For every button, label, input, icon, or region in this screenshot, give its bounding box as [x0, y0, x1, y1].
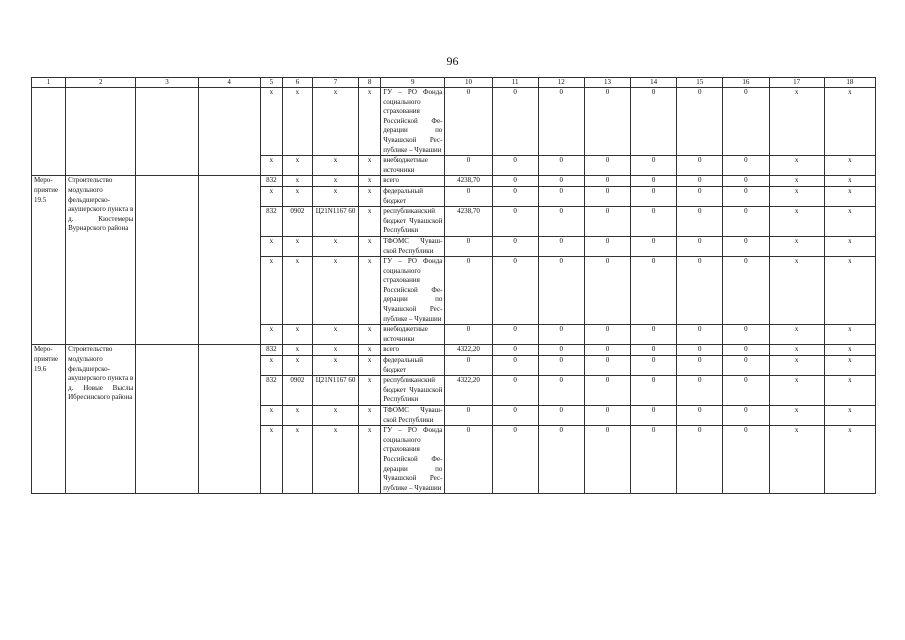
- value-cell: 0: [723, 176, 769, 187]
- value-cell: 0: [723, 186, 769, 206]
- value-cell: 0: [723, 325, 769, 345]
- value-cell: 0: [445, 325, 492, 345]
- value-cell: x: [824, 176, 875, 187]
- code-cell: 832: [260, 176, 282, 187]
- measure-name: Строительство модульного фельдшерско-акушерского пункта в д. Новые Выслы Ибресинского района: [66, 345, 136, 494]
- funding-source-cell: ТФОМС Чувашской Республики: [381, 406, 445, 426]
- column-header: 1: [32, 78, 66, 88]
- value-cell: 0: [631, 176, 677, 187]
- responsible-cell: [136, 176, 198, 345]
- value-cell: 0: [584, 356, 630, 376]
- column-header: 14: [631, 78, 677, 88]
- value-cell: x: [824, 88, 875, 156]
- value-cell: 0: [445, 406, 492, 426]
- code-cell: x: [359, 88, 381, 156]
- value-cell: 0: [538, 236, 584, 256]
- column-header: 7: [312, 78, 358, 88]
- value-cell: x: [824, 325, 875, 345]
- value-cell: 0: [492, 207, 538, 237]
- value-cell: 0: [631, 376, 677, 406]
- value-cell: 0: [492, 88, 538, 156]
- code-cell: x: [282, 88, 312, 156]
- value-cell: 0: [631, 426, 677, 494]
- column-header: 10: [445, 78, 492, 88]
- code-cell: x: [359, 236, 381, 256]
- value-cell: 0: [723, 257, 769, 325]
- value-cell: 0: [631, 406, 677, 426]
- column-header: 18: [824, 78, 875, 88]
- value-cell: 0: [538, 186, 584, 206]
- funding-source-cell: республиканский бюджет Чувашской Республики: [381, 207, 445, 237]
- value-cell: x: [824, 257, 875, 325]
- column-header-row: [32, 78, 876, 88]
- code-cell: x: [282, 236, 312, 256]
- participants-cell: [198, 176, 260, 345]
- value-cell: 0: [677, 207, 723, 237]
- code-cell: x: [282, 426, 312, 494]
- value-cell: 0: [677, 186, 723, 206]
- value-cell: 0: [538, 345, 584, 356]
- funding-source-cell: ГУ – РО Фонда социального страхования Российской Федерации по Чувашской Республике – Чувашии: [381, 426, 445, 494]
- code-cell: x: [359, 186, 381, 206]
- value-cell: 0: [631, 186, 677, 206]
- column-header: 3: [136, 78, 198, 88]
- code-cell: x: [312, 406, 358, 426]
- value-cell: 0: [584, 186, 630, 206]
- continuation-blank: [136, 88, 198, 176]
- code-cell: Ц21N1167 60: [312, 376, 358, 406]
- column-header: 5: [260, 78, 282, 88]
- code-cell: x: [282, 186, 312, 206]
- value-cell: 0: [723, 156, 769, 176]
- value-cell: 0: [492, 406, 538, 426]
- code-cell: 0902: [282, 207, 312, 237]
- value-cell: 0: [492, 426, 538, 494]
- code-cell: x: [312, 156, 358, 176]
- value-cell: 0: [631, 356, 677, 376]
- value-cell: 0: [445, 356, 492, 376]
- value-cell: 0: [445, 88, 492, 156]
- code-cell: x: [359, 406, 381, 426]
- value-cell: x: [769, 156, 824, 176]
- value-cell: 0: [538, 356, 584, 376]
- table-row: [32, 88, 876, 156]
- code-cell: 832: [260, 345, 282, 356]
- value-cell: 0: [584, 156, 630, 176]
- value-cell: 0: [631, 156, 677, 176]
- value-cell: 0: [584, 88, 630, 156]
- value-cell: 0: [677, 356, 723, 376]
- value-cell: 0: [538, 88, 584, 156]
- code-cell: x: [359, 356, 381, 376]
- value-cell: x: [769, 257, 824, 325]
- value-cell: 0: [631, 207, 677, 237]
- value-cell: 0: [723, 376, 769, 406]
- code-cell: x: [282, 406, 312, 426]
- measure-name: Строительство модульного фельдшерско-акушерского пункта в д. Кюстемеры Вурнарского района: [66, 176, 136, 345]
- funding-source-cell: внебюджетные источники: [381, 156, 445, 176]
- value-cell: 0: [445, 426, 492, 494]
- code-cell: x: [260, 406, 282, 426]
- value-cell: 4238,70: [445, 207, 492, 237]
- value-cell: x: [769, 356, 824, 376]
- code-cell: x: [312, 325, 358, 345]
- column-header: 15: [677, 78, 723, 88]
- code-cell: x: [312, 236, 358, 256]
- value-cell: x: [769, 207, 824, 237]
- value-cell: 0: [538, 156, 584, 176]
- code-cell: x: [359, 376, 381, 406]
- column-header: 8: [359, 78, 381, 88]
- value-cell: 0: [631, 236, 677, 256]
- code-cell: x: [359, 176, 381, 187]
- value-cell: x: [824, 186, 875, 206]
- code-cell: x: [260, 156, 282, 176]
- code-cell: 832: [260, 207, 282, 237]
- code-cell: x: [260, 236, 282, 256]
- table-row: [32, 176, 876, 187]
- value-cell: 0: [538, 406, 584, 426]
- value-cell: x: [824, 236, 875, 256]
- funding-source-cell: федеральный бюджет: [381, 186, 445, 206]
- column-header: 2: [66, 78, 136, 88]
- value-cell: 0: [584, 236, 630, 256]
- funding-source-cell: республиканский бюджет Чувашской Республики: [381, 376, 445, 406]
- value-cell: x: [769, 325, 824, 345]
- value-cell: 0: [677, 325, 723, 345]
- value-cell: 0: [584, 176, 630, 187]
- value-cell: 0: [584, 406, 630, 426]
- funding-source-cell: ГУ – РО Фонда социального страхования Российской Федерации по Чувашской Республике – Чувашии: [381, 257, 445, 325]
- code-cell: x: [282, 156, 312, 176]
- value-cell: 0: [631, 257, 677, 325]
- value-cell: 0: [445, 257, 492, 325]
- value-cell: x: [824, 376, 875, 406]
- value-cell: 0: [677, 376, 723, 406]
- value-cell: 0: [677, 88, 723, 156]
- code-cell: x: [312, 345, 358, 356]
- value-cell: 0: [445, 156, 492, 176]
- code-cell: x: [359, 345, 381, 356]
- value-cell: 0: [584, 207, 630, 237]
- column-header: 4: [198, 78, 260, 88]
- continuation-blank: [198, 88, 260, 176]
- value-cell: 0: [492, 257, 538, 325]
- value-cell: 4238,70: [445, 176, 492, 187]
- value-cell: 0: [677, 176, 723, 187]
- value-cell: 0: [538, 257, 584, 325]
- value-cell: 0: [677, 406, 723, 426]
- budget-table: [31, 77, 876, 494]
- code-cell: 0902: [282, 376, 312, 406]
- code-cell: x: [260, 257, 282, 325]
- code-cell: x: [359, 257, 381, 325]
- value-cell: 0: [723, 207, 769, 237]
- code-cell: x: [359, 156, 381, 176]
- value-cell: 0: [492, 176, 538, 187]
- value-cell: x: [824, 426, 875, 494]
- column-header: 11: [492, 78, 538, 88]
- value-cell: 0: [538, 376, 584, 406]
- value-cell: 0: [584, 257, 630, 325]
- code-cell: x: [359, 426, 381, 494]
- code-cell: x: [312, 257, 358, 325]
- code-cell: x: [260, 186, 282, 206]
- funding-source-cell: внебюджетные источники: [381, 325, 445, 345]
- value-cell: 4322,20: [445, 345, 492, 356]
- value-cell: 0: [584, 376, 630, 406]
- funding-source-cell: федеральный бюджет: [381, 356, 445, 376]
- value-cell: x: [824, 345, 875, 356]
- code-cell: x: [312, 186, 358, 206]
- code-cell: x: [312, 88, 358, 156]
- code-cell: x: [312, 356, 358, 376]
- value-cell: 4322,20: [445, 376, 492, 406]
- code-cell: x: [282, 176, 312, 187]
- value-cell: 0: [631, 325, 677, 345]
- participants-cell: [198, 345, 260, 494]
- value-cell: 0: [723, 236, 769, 256]
- code-cell: x: [282, 257, 312, 325]
- code-cell: x: [312, 176, 358, 187]
- table-row: [32, 345, 876, 356]
- value-cell: 0: [677, 257, 723, 325]
- value-cell: 0: [492, 236, 538, 256]
- code-cell: x: [282, 345, 312, 356]
- value-cell: 0: [492, 325, 538, 345]
- funding-source-cell: всего: [381, 176, 445, 187]
- value-cell: 0: [723, 88, 769, 156]
- value-cell: 0: [677, 156, 723, 176]
- value-cell: x: [824, 406, 875, 426]
- value-cell: 0: [538, 426, 584, 494]
- column-header: 9: [381, 78, 445, 88]
- value-cell: 0: [538, 325, 584, 345]
- value-cell: 0: [538, 207, 584, 237]
- value-cell: 0: [492, 156, 538, 176]
- responsible-cell: [136, 345, 198, 494]
- measure-label: Мероприятие 19.6: [32, 345, 66, 494]
- code-cell: Ц21N1167 60: [312, 207, 358, 237]
- funding-source-cell: ТФОМС Чувашской Республики: [381, 236, 445, 256]
- code-cell: 832: [260, 376, 282, 406]
- column-header: 16: [723, 78, 769, 88]
- value-cell: 0: [723, 426, 769, 494]
- column-header: 12: [538, 78, 584, 88]
- value-cell: 0: [677, 236, 723, 256]
- value-cell: 0: [631, 345, 677, 356]
- value-cell: 0: [445, 186, 492, 206]
- value-cell: x: [769, 236, 824, 256]
- value-cell: 0: [723, 356, 769, 376]
- code-cell: x: [260, 356, 282, 376]
- value-cell: 0: [492, 186, 538, 206]
- value-cell: x: [769, 426, 824, 494]
- value-cell: 0: [584, 325, 630, 345]
- value-cell: 0: [677, 426, 723, 494]
- code-cell: x: [312, 426, 358, 494]
- value-cell: 0: [445, 236, 492, 256]
- code-cell: x: [260, 88, 282, 156]
- code-cell: x: [359, 207, 381, 237]
- column-header: 17: [769, 78, 824, 88]
- value-cell: x: [769, 88, 824, 156]
- measure-label: Мероприятие 19.5: [32, 176, 66, 345]
- funding-source-cell: ГУ – РО Фонда социального страхования Российской Федерации по Чувашской Республике – Чувашии: [381, 88, 445, 156]
- value-cell: 0: [584, 345, 630, 356]
- column-header: 6: [282, 78, 312, 88]
- value-cell: 0: [677, 345, 723, 356]
- value-cell: x: [769, 376, 824, 406]
- value-cell: x: [824, 356, 875, 376]
- continuation-blank: [66, 88, 136, 176]
- value-cell: 0: [492, 345, 538, 356]
- value-cell: x: [824, 207, 875, 237]
- value-cell: x: [769, 176, 824, 187]
- value-cell: 0: [492, 376, 538, 406]
- value-cell: x: [769, 345, 824, 356]
- value-cell: 0: [538, 176, 584, 187]
- value-cell: 0: [723, 406, 769, 426]
- code-cell: x: [282, 356, 312, 376]
- value-cell: 0: [723, 345, 769, 356]
- value-cell: 0: [492, 356, 538, 376]
- value-cell: 0: [631, 88, 677, 156]
- funding-source-cell: всего: [381, 345, 445, 356]
- page-number: 96: [446, 54, 459, 68]
- continuation-blank: [32, 88, 66, 176]
- column-header: 13: [584, 78, 630, 88]
- value-cell: x: [824, 156, 875, 176]
- value-cell: 0: [584, 426, 630, 494]
- code-cell: x: [260, 325, 282, 345]
- value-cell: x: [769, 186, 824, 206]
- code-cell: x: [359, 325, 381, 345]
- code-cell: x: [260, 426, 282, 494]
- value-cell: x: [769, 406, 824, 426]
- code-cell: x: [282, 325, 312, 345]
